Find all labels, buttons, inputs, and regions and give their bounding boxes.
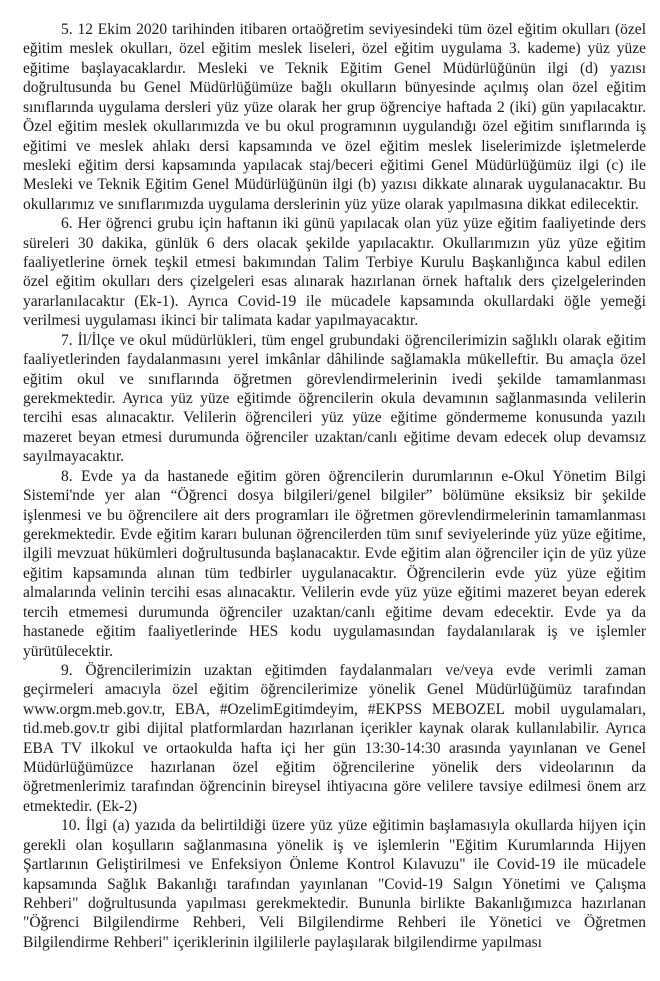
paragraph-text: Her öğrenci grubu için haftanın iki günü yapılacak olan yüz yüze eğitim faaliyetinde ders süreleri 30 dakika, günlük 6 ders olacak şekilde yapılacaktır. Okullarımızın yüz yüze eğitim faaliyetlerine örnek teşkil etmesi bakımından Talim Terbiye Kurulu Başkanlığınca kabul edilen özel eğitim okulları ders çizelgeleri esas alınarak hazırlanan örnek haftalık ders çizelgelerinden yararlanılacaktır (Ek-1). Ayrıca Covid-19 ile mücadele kapsamında okullardaki öğle yemeği verilmesi uygulaması ikinci bir talimata kadar yapılmayacaktır.	[23, 215, 647, 330]
paragraph-number: 7.	[61, 331, 73, 349]
paragraph-number: 5.	[61, 21, 73, 38]
paragraph-number: 8.	[61, 467, 73, 485]
paragraph-text: Evde ya da hastanede eğitim gören öğrencilerin durumlarının e-Okul Yönetim Bilgi Sistemi'nde yer alan “Öğrenci dosya bilgileri/genel bilgiler” bölümüne eksiksiz bir şekilde işlenmesi ve bu öğrencilere ait ders programları ile öğretmen görevlendirmelerinin tamamlanması gerekmektedir. Evde eğitim kararı bulunan öğrencilerden tüm sınıf seviyelerinde yüz yüze eğitime, ilgili mevzuat hükümleri doğrultusunda başlanacaktır. Evde eğitim alan öğrenciler için de yüz yüze eğitim kapsamında alınan tüm tedbirler uygulanacaktır. Öğrencilerin evde yüz yüze eğitim almalarında velinin tercihi esas alınacaktır. Velilerin evde yüz yüze eğitimi mazeret beyan ederek tercih etmemesi durumunda öğrenciler uzaktan/canlı eğitime devam edecektir. Evde ya da hastanede eğitim faaliyetlerinde HES kodu uygulamasından faydalanılarak iş ve işlemler yürütülecektir.	[23, 467, 647, 660]
paragraph-10	[23, 816, 646, 952]
paragraph-8	[23, 467, 646, 661]
paragraph-5	[23, 20, 646, 214]
paragraph-text: İlgi (a) yazıda da belirtildiği üzere yüz yüze eğitimin başlamasıyla okullarda hijyen için gerekli olan koşulların sağlanmasına yönelik iş ve işlemlerin "Eğitim Kurumlarında Hijyen Şartlarının Geliştirilmesi ve Enfeksiyon Önleme Kontrol Kılavuzu" ile Covid-19 ile mücadele kapsamında Sağlık Bakanlığı tarafından yayınlanan "Covid-19 Salgın Yönetimi ve Çalışma Rehberi" doğrultusunda yapılması gerekmektedir. Bununla birlikte Bakanlığımızca hazırlanan "Öğrenci Bilgilendirme Rehberi, Veli Bilgilendirme Rehberi ile Yönetici ve Öğretmen Bilgilendirme Rehberi" içeriklerinin ilgililerle paylaşılarak bilgilendirme yapılması	[23, 817, 647, 951]
paragraph-number: 6.	[61, 215, 73, 233]
paragraph-text: Öğrencilerimizin uzaktan eğitimden faydalanmaları ve/veya evde verimli zaman geçirmeleri amacıyla özel eğitim öğrencilerimize yönelik Genel Müdürlüğümüz tarafından www.orgm.meb.gov.tr, EBA, #OzelimEgitimdeyim, #EKPSS MEBOZEL mobil uygulamaları, tid.meb.gov.tr gibi dijital platformlardan hazırlanan içerikler kaynak olarak kullanılabilir. Ayrıca EBA TV ilkokul ve ortaokulda hafta içi her gün 13:30-14:30 arasında yayınlanan ve Genel Müdürlüğümüzce hazırlanan özel eğitim öğrencilerine yönelik ders videolarının da öğretmenlerimiz tarafından öğrencinin bireysel ihtiyacına göre velilere tavsiye edilmesi önem arz etmektedir. (Ek-2)	[23, 661, 647, 815]
paragraph-text: 12 Ekim 2020 tarihinden itibaren ortaöğretim seviyesindeki tüm özel eğitim okulları (özel eğitim meslek okulları, özel eğitim meslek liseleri, özel eğitim uygulama 3. kademe) yüz yüze eğitime başlayacaklardır. Mesleki ve Teknik Eğitim Genel Müdürlüğünün ilgi (d) yazısı doğrultusunda bu Genel Müdürlüğümüze bağlı okulların bünyesinde açılmış olan özel eğitim sınıflarında uygulama dersleri yüz yüze olarak her grup öğrenciye haftada 2 (iki) gün yapılacaktır. Özel eğitim meslek okullarımızda ve bu okul programının uygulandığı özel eğitim sınıflarında iş eğitimi ve meslek ahlakı dersi kapsamında ve özel eğitim meslek liselerimizde işletmelerde mesleki eğitim dersi kapsamında yapılacak staj/beceri eğitimi Genel Müdürlüğümüz ilgi (c) ile Mesleki ve Teknik Eğitim Genel Müdürlüğünün ilgi (b) yazısı dikkate alınarak uygulanacaktır. Bu okullarımız ve sınıflarımızda uygulama derslerinin yüz yüze olarak yapılmasına dikkat edilecektir.	[23, 21, 646, 213]
paragraph-6	[23, 214, 646, 331]
paragraph-9	[23, 661, 646, 816]
paragraph-7	[23, 331, 646, 467]
paragraph-number: 9.	[61, 661, 73, 679]
paragraph-number: 10.	[61, 817, 81, 835]
paragraph-text: İl/İlçe ve okul müdürlükleri, tüm engel grubundaki öğrencilerimizin sağlıklı olarak eğitim faaliyetlerinden faydalanmasını yerel imkânlar dâhilinde sağlamakla mükelleftir. Bu amaçla özel eğitim okul ve sınıflarında öğretmen görevlendirmelerinin ivedi şekilde tamamlanması gerekmektedir. Ayrıca yüz yüze eğitimde öğrencilerin okula devamının sağlanmasında velilerin tercihi esas alınacaktır. Velilerin öğrencileri yüz yüze eğitime göndermeme konusunda yazılı mazeret beyan etmesi durumunda öğrenciler uzaktan/canlı eğitime devam edecek olup devamsız sayılmayacaktır.	[23, 331, 647, 466]
